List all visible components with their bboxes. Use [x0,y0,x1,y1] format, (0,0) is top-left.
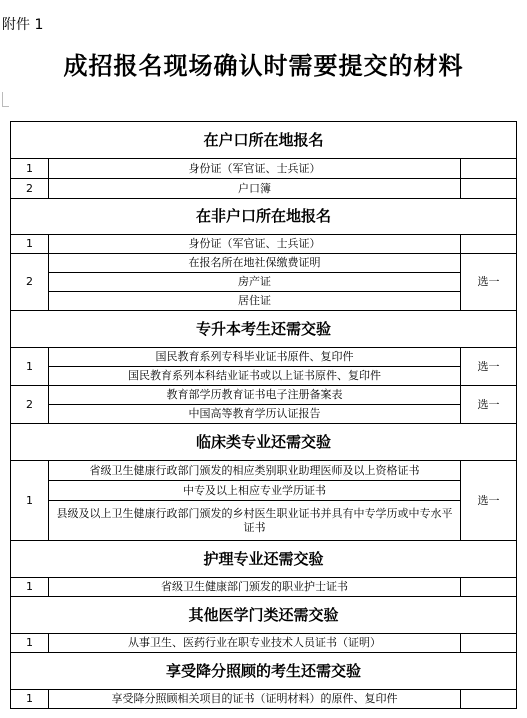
section-heading: 享受降分照顾的考生还需交验 [11,653,517,690]
choice-note: 选一 [461,386,517,424]
section-heading: 专升本考生还需交验 [11,311,517,348]
section-heading: 护理专业还需交验 [11,541,517,578]
page-title: 成招报名现场确认时需要提交的材料 [63,51,464,80]
choice-note: 选一 [461,461,517,541]
materials-table [10,121,517,709]
row-number: 1 [11,690,49,709]
row-number: 2 [11,179,49,199]
table-row [11,634,517,653]
table-row [11,461,517,481]
material-item: 县级及以上卫生健康行政部门颁发的乡村医生职业证书并具有中专学历或中专水平证书 [49,501,461,541]
row-number: 1 [11,634,49,653]
row-number: 1 [11,348,49,386]
material-item: 享受降分照顾相关项目的证书（证明材料）的原件、复印件 [49,690,461,709]
section-heading: 临床类专业还需交验 [11,424,517,461]
section-heading-row [11,311,517,348]
section-heading-row [11,653,517,690]
material-item: 教育部学历教育证书电子注册备案表 [49,386,461,405]
table-row [11,292,517,311]
table-row [11,235,517,254]
table-row [11,578,517,597]
section-heading: 其他医学门类还需交验 [11,597,517,634]
section-heading: 在户口所在地报名 [11,122,517,159]
material-item: 省级卫生健康行政部门颁发的相应类别职业助理医师及以上资格证书 [49,461,461,481]
choice-note [461,179,517,199]
table-row [11,273,517,292]
row-number: 1 [11,235,49,254]
row-number: 1 [11,159,49,179]
section-heading-row [11,122,517,159]
section-heading-row [11,424,517,461]
choice-note: 选一 [461,348,517,386]
attachment-label: 附件 1 [2,17,44,33]
table-row [11,690,517,709]
material-item: 在报名所在地社保缴费证明 [49,254,461,273]
material-item: 房产证 [49,273,461,292]
choice-note [461,578,517,597]
section-heading-row [11,597,517,634]
choice-note [461,690,517,709]
table-row [11,481,517,501]
choice-note: 选一 [461,254,517,311]
material-item: 省级卫生健康部门颁发的职业护士证书 [49,578,461,597]
table-row [11,405,517,424]
material-item: 国民教育系列本科结业证书或以上证书原件、复印件 [49,367,461,386]
material-item: 中专及以上相应专业学历证书 [49,481,461,501]
material-item: 身份证（军官证、士兵证） [49,235,461,254]
material-item: 居住证 [49,292,461,311]
table-row [11,254,517,273]
table-row [11,159,517,179]
table-row [11,179,517,199]
choice-note [461,235,517,254]
section-heading-row [11,541,517,578]
table-row [11,501,517,541]
table-row [11,348,517,367]
material-item: 中国高等教育学历认证报告 [49,405,461,424]
corner-mark [2,92,9,107]
choice-note [461,159,517,179]
table-row [11,367,517,386]
section-heading-row [11,199,517,235]
material-item: 从事卫生、医药行业在职专业技术人员证书（证明） [49,634,461,653]
material-item: 户口簿 [49,179,461,199]
choice-note [461,634,517,653]
row-number: 1 [11,461,49,541]
table-row [11,386,517,405]
section-heading: 在非户口所在地报名 [11,199,517,235]
material-item: 国民教育系列专科毕业证书原件、复印件 [49,348,461,367]
row-number: 2 [11,386,49,424]
row-number: 2 [11,254,49,311]
row-number: 1 [11,578,49,597]
material-item: 身份证（军官证、士兵证） [49,159,461,179]
